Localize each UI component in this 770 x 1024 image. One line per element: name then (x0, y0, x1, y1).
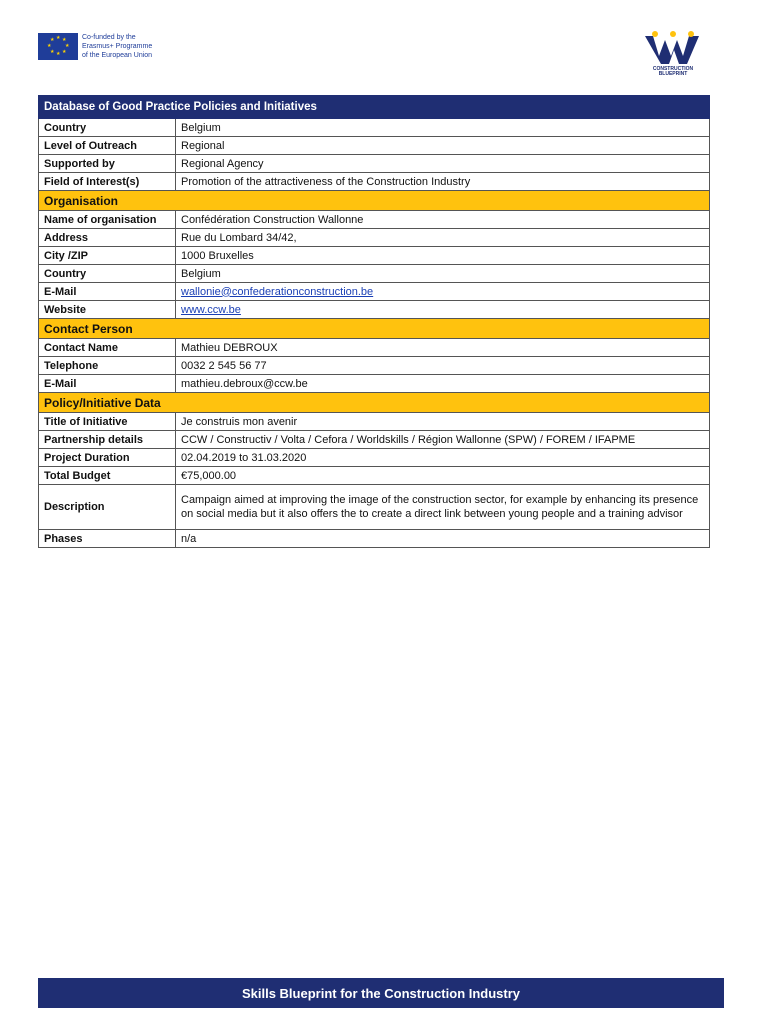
row-value: Promotion of the attractiveness of the Construction Industry (176, 173, 710, 191)
row-value: 0032 2 545 56 77 (176, 357, 710, 375)
eu-caption (82, 33, 152, 60)
section-title: Organisation (39, 191, 710, 211)
table-row (39, 137, 710, 155)
logo-text-line: CONSTRUCTION (652, 66, 694, 72)
table-row (39, 449, 710, 467)
section-header-contact (39, 319, 710, 339)
table-row (39, 301, 710, 319)
row-label: Phases (39, 530, 176, 548)
table-row (39, 265, 710, 283)
row-value: Regional Agency (176, 155, 710, 173)
row-value: 1000 Bruxelles (176, 247, 710, 265)
row-label: Title of Initiative (39, 413, 176, 431)
table-row (39, 155, 710, 173)
table-row (39, 357, 710, 375)
section-title: Contact Person (39, 319, 710, 339)
row-label: E-Mail (39, 283, 176, 301)
logo-text-line: BLUEPRINT (658, 71, 688, 76)
row-value: Belgium (176, 119, 710, 137)
eu-erasmus-logo (38, 33, 152, 60)
row-label: Country (39, 265, 176, 283)
row-label: Telephone (39, 357, 176, 375)
row-label: Partnership details (39, 431, 176, 449)
table-row (39, 211, 710, 229)
eu-flag-icon: ★ ★ ★ ★ ★ ★ ★ ★ (38, 33, 78, 60)
table-row (39, 467, 710, 485)
org-email-link[interactable]: wallonie@confederationconstruction.be (181, 285, 374, 298)
website-link[interactable]: www.ccw.be (181, 303, 241, 316)
row-label: Total Budget (39, 467, 176, 485)
row-value: Je construis mon avenir (176, 413, 710, 431)
table-row (39, 485, 710, 530)
row-value: Rue du Lombard 34/42, (176, 229, 710, 247)
footer-bar (38, 978, 724, 1008)
footer-text: Skills Blueprint for the Construction Industry (241, 985, 521, 1001)
row-label: City /ZIP (39, 247, 176, 265)
row-value: Regional (176, 137, 710, 155)
eu-caption-line: Co-funded by the (82, 34, 136, 41)
row-value: 02.04.2019 to 31.03.2020 (176, 449, 710, 467)
row-label: Contact Name (39, 339, 176, 357)
row-label: Field of Interest(s) (39, 173, 176, 191)
eu-caption-line: Erasmus+ Programme (82, 43, 153, 50)
table-row (39, 413, 710, 431)
good-practice-table (38, 95, 710, 548)
row-label: Project Duration (39, 449, 176, 467)
table-row (39, 431, 710, 449)
row-value: Belgium (176, 265, 710, 283)
row-value: CCW / Constructiv / Volta / Cefora / Worldskills / Région Wallonne (SPW) / FOREM / IFAPME (176, 431, 710, 449)
row-label: Country (39, 119, 176, 137)
row-label: Level of Outreach (39, 137, 176, 155)
row-label: E-Mail (39, 375, 176, 393)
row-value: n/a (176, 530, 710, 548)
row-value (176, 283, 710, 301)
section-title: Policy/Initiative Data (39, 393, 710, 413)
row-label: Address (39, 229, 176, 247)
section-header-organisation (39, 191, 710, 211)
row-value (176, 301, 710, 319)
row-label: Description (39, 485, 176, 530)
table-row (39, 173, 710, 191)
row-value: Confédération Construction Wallonne (176, 211, 710, 229)
row-label: Website (39, 301, 176, 319)
table-row (39, 375, 710, 393)
row-label: Supported by (39, 155, 176, 173)
table-row (39, 283, 710, 301)
row-value: €75,000.00 (176, 467, 710, 485)
table-row (39, 339, 710, 357)
eu-caption-line: of the European Union (82, 52, 153, 59)
row-value: mathieu.debroux@ccw.be (176, 375, 710, 393)
table-row (39, 229, 710, 247)
construction-blueprint-logo (643, 30, 703, 76)
row-value: Mathieu DEBROUX (176, 339, 710, 357)
table-title-row (39, 96, 710, 119)
section-header-policy (39, 393, 710, 413)
table-row (39, 247, 710, 265)
row-value: Campaign aimed at improving the image of the construction sector, for example by enhancing its presence on social media but it also offers the to create a direct link between young people and a training advisor (176, 485, 710, 530)
row-label: Name of organisation (39, 211, 176, 229)
table-title: Database of Good Practice Policies and Initiatives (39, 96, 710, 119)
table-row (39, 119, 710, 137)
table-row (39, 530, 710, 548)
